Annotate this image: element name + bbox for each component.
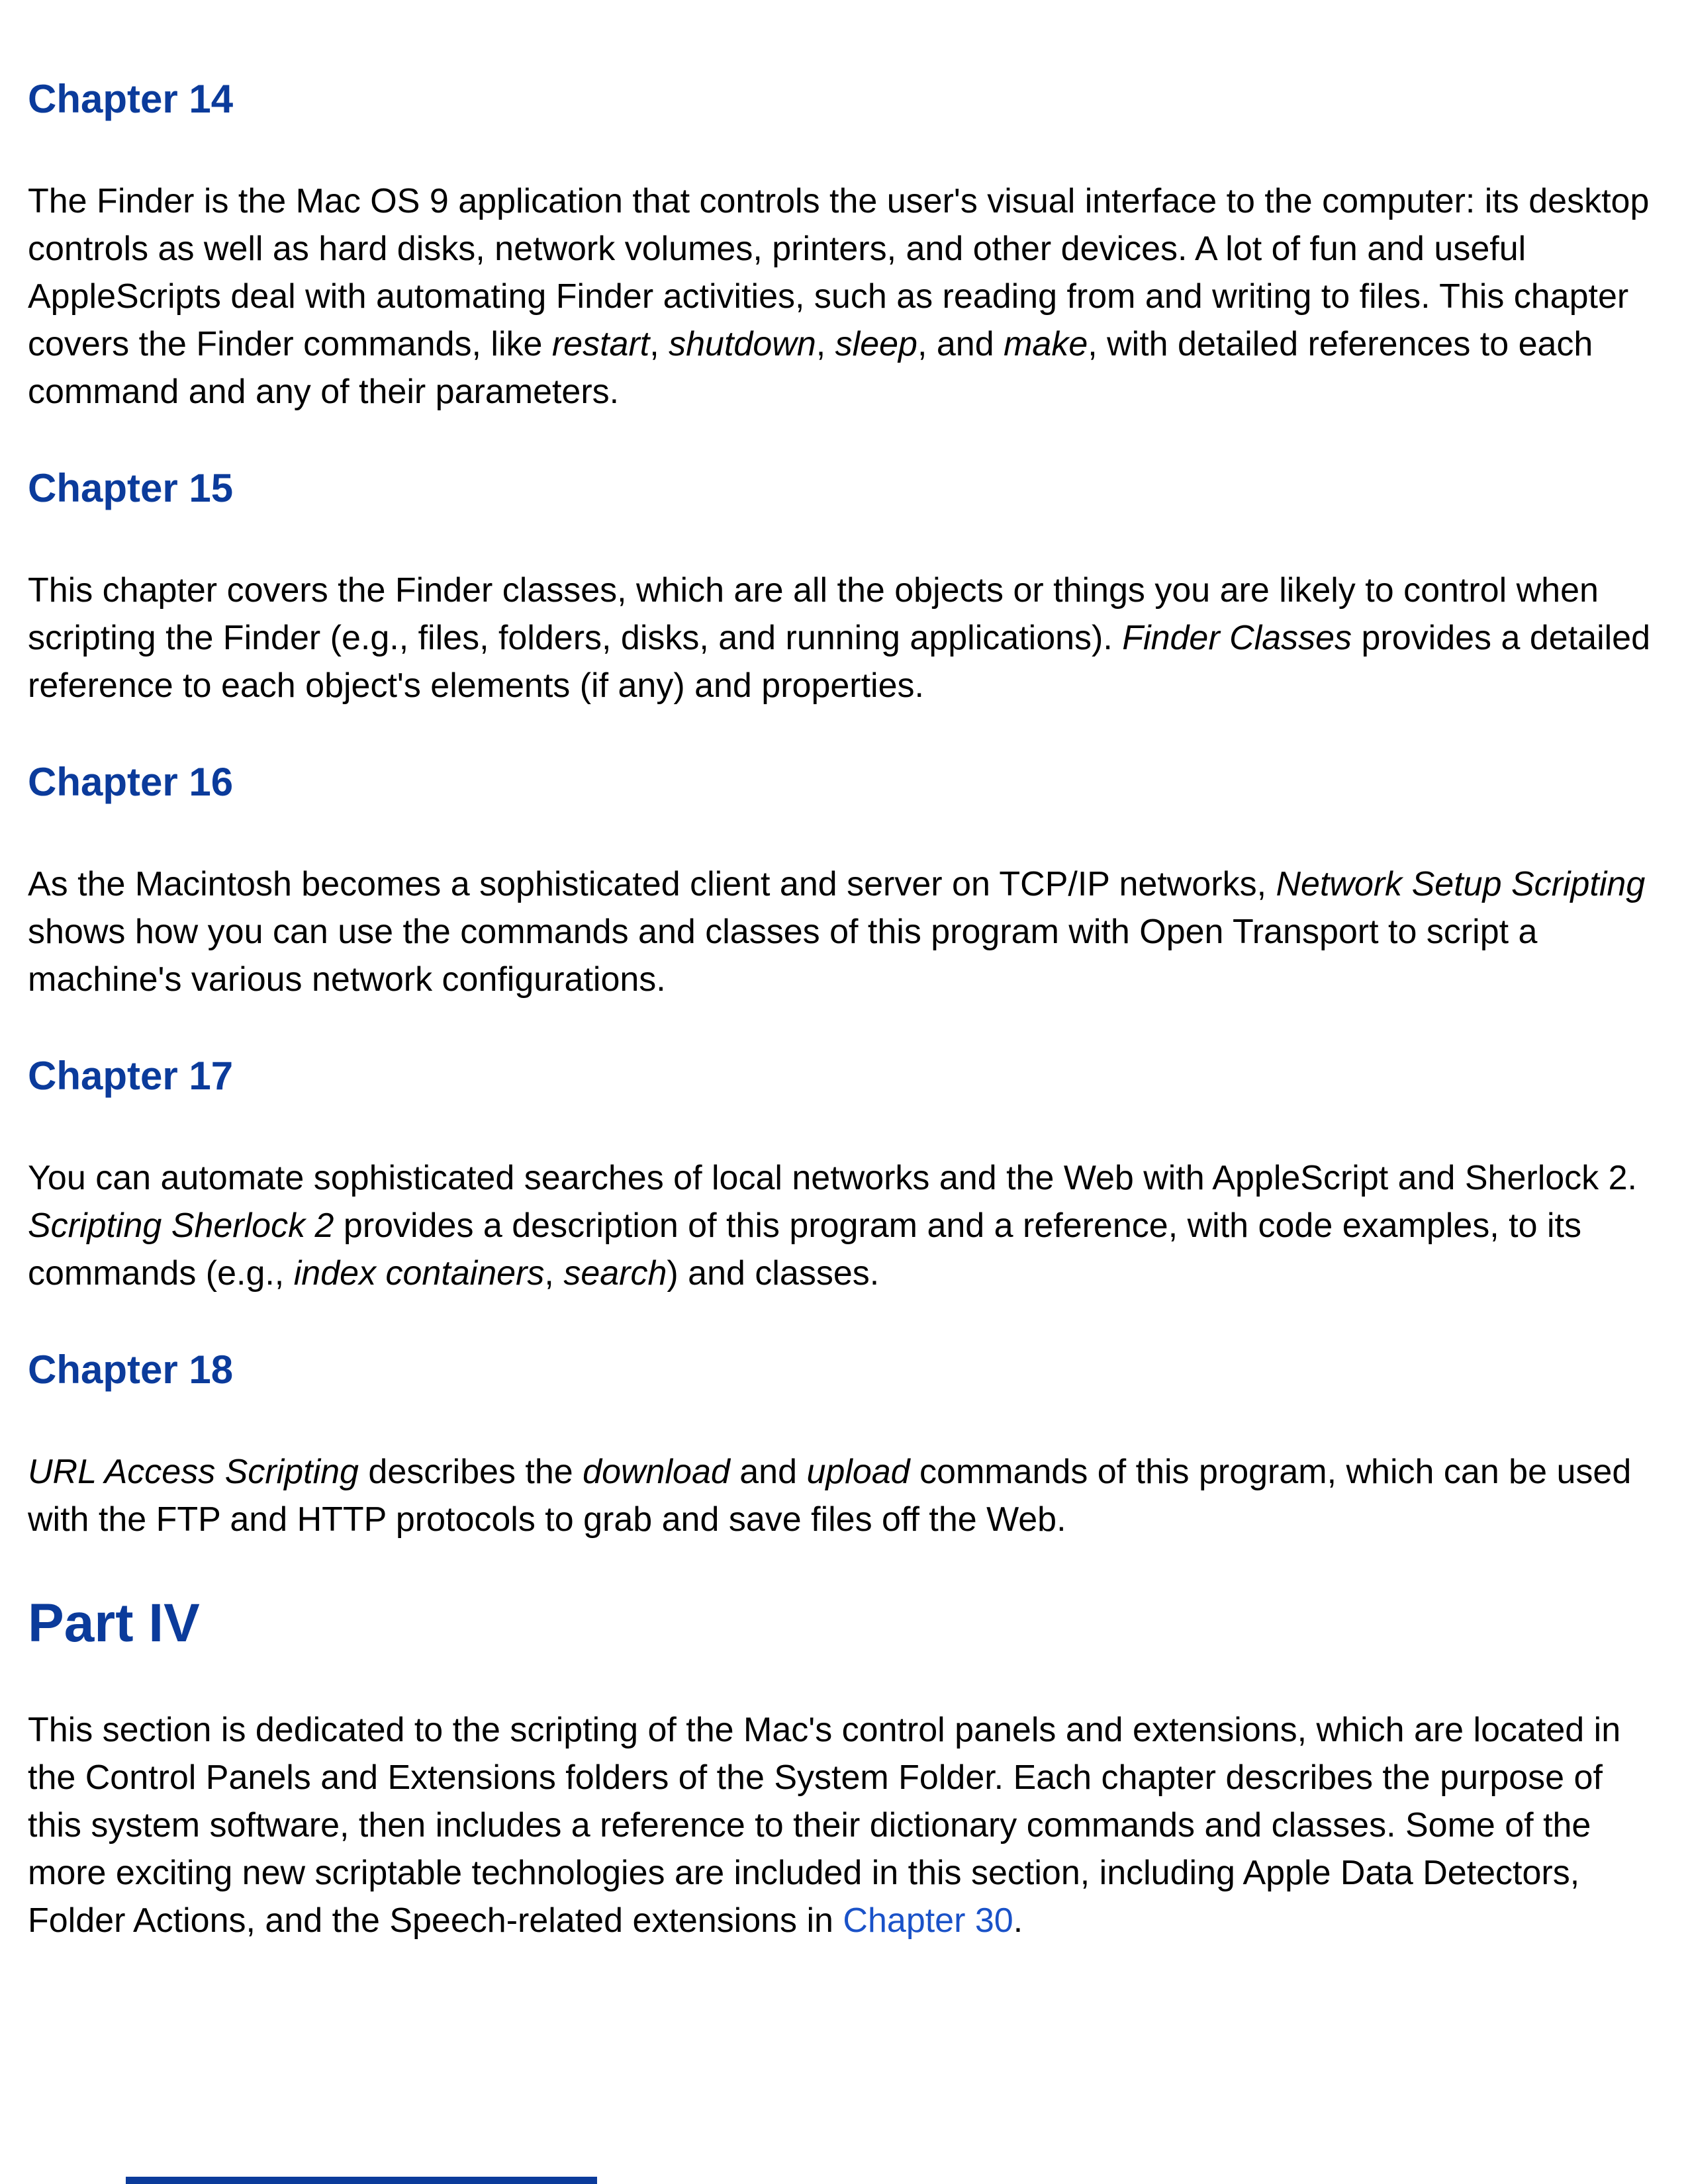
italic-term: search [563, 1254, 667, 1293]
text-run: provides a description of this program and a reference, with code examples, to its commands (e.g., [28, 1206, 1581, 1293]
chapter-18-description [28, 1448, 1656, 1543]
chapter-16-description [28, 860, 1656, 1003]
part-iv-heading: Part IV [28, 1593, 200, 1653]
chapter-15-description [28, 567, 1656, 709]
italic-term: Finder Classes [1122, 619, 1352, 657]
next-heading-cutoff-bar [126, 2177, 597, 2184]
text-run: This section is dedicated to the scripting of the Mac's control panels and extensions, which are located in the Control Panels and Extensions folders of the System Folder. Each chapter describes the purpose of this system software, then includes a reference to their dictionary commands and classes. Some of the more exciting new scriptable technologies are included in this section, including Apple Data Detectors, Folder Actions, and the Speech-related extensions in [28, 1711, 1621, 1940]
text-run: This chapter covers the Finder classes, which are all the objects or things you are likely to control when scripting the Finder (e.g., files, folders, disks, and running applications). [28, 571, 1599, 657]
italic-term: download [583, 1453, 730, 1491]
italic-term: restart [551, 325, 650, 363]
italic-term: shutdown [669, 325, 816, 363]
text-run: , and [917, 325, 1004, 363]
text-run: . [1013, 1901, 1023, 1940]
chapter-18-heading: Chapter 18 [28, 1347, 234, 1392]
chapter-15-heading: Chapter 15 [28, 466, 234, 510]
italic-term: sleep [835, 325, 917, 363]
chapter-14-heading: Chapter 14 [28, 77, 234, 121]
chapter-17-description [28, 1154, 1656, 1297]
text-run: and [729, 1453, 807, 1491]
text-run: The Finder is the Mac OS 9 application that controls the user's visual interface to the computer: its desktop controls as well as hard disks, network volumes, printers, and other devices. A lot of fun and useful AppleScripts deal with automating Finder activities, such as reading from and writing to files. This chapter covers the Finder commands, like [28, 182, 1650, 363]
part-iv-description [28, 1706, 1656, 1944]
text-run: commands of this program, which can be used with the FTP and HTTP protocols to grab and save files off the Web. [28, 1453, 1632, 1539]
chapter-14-description [28, 177, 1656, 416]
text-run: provides a detailed reference to each object's elements (if any) and properties. [28, 619, 1651, 705]
text-run: , [649, 325, 669, 363]
italic-term: URL Access Scripting [28, 1453, 359, 1491]
text-run: , with detailed references to each command and any of their parameters. [28, 325, 1593, 411]
text-run: shows how you can use the commands and classes of this program with Open Transport to script a machine's various network configurations. [28, 913, 1538, 999]
text-run: You can automate sophisticated searches of local networks and the Web with AppleScript and Sherlock 2. [28, 1159, 1637, 1197]
text-run: , [544, 1254, 564, 1293]
italic-term: Network Setup Scripting [1276, 865, 1646, 903]
text-run: describes the [358, 1453, 583, 1491]
italic-term: Scripting Sherlock 2 [28, 1206, 334, 1245]
italic-term: upload [806, 1453, 910, 1491]
text-run: As the Macintosh becomes a sophisticated client and server on TCP/IP networks, [28, 865, 1276, 903]
chapter-30-link[interactable]: Chapter 30 [843, 1901, 1013, 1940]
text-run: , [816, 325, 835, 363]
chapter-16-heading: Chapter 16 [28, 760, 234, 804]
italic-term: make [1004, 325, 1088, 363]
text-run: ) and classes. [667, 1254, 880, 1293]
italic-term: index containers [293, 1254, 545, 1293]
chapter-17-heading: Chapter 17 [28, 1054, 234, 1098]
